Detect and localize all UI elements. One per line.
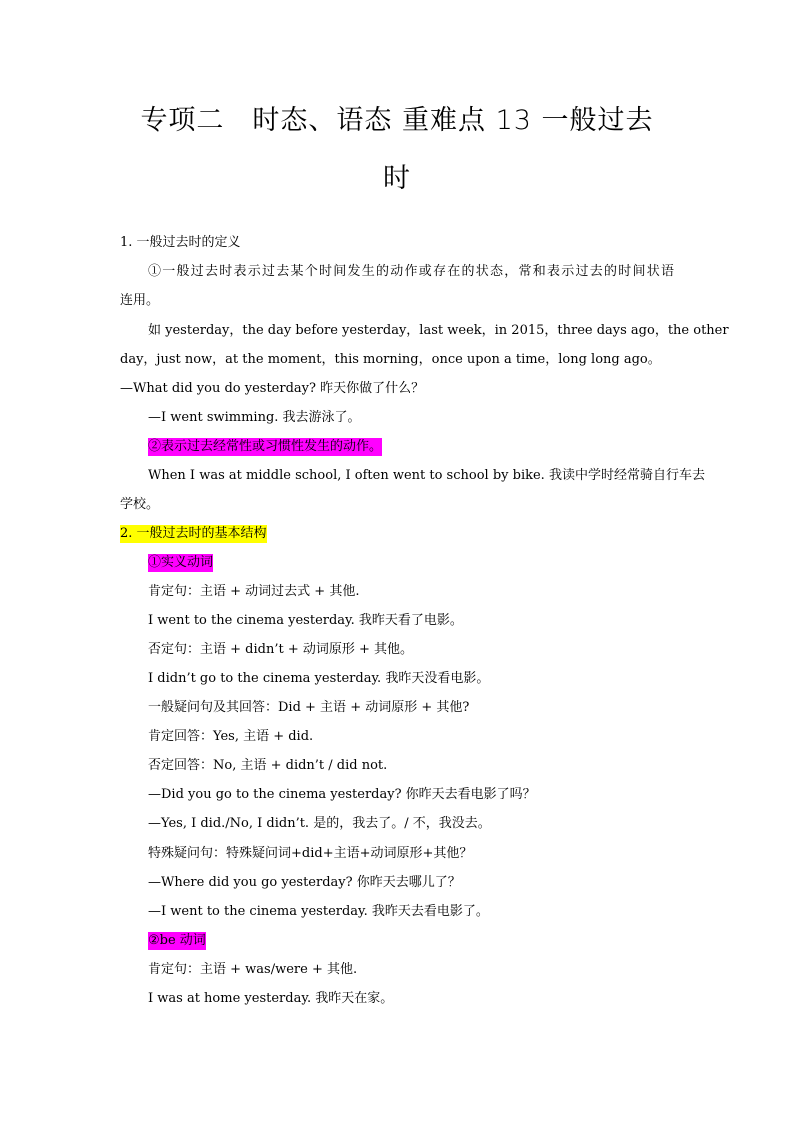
be-affirmative-structure: 肯定句：主语 + was/were + 其他. [148,962,358,977]
dialog-answer: —I went swimming. 我去游泳了。 [148,410,361,425]
be-affirmative-example: I was at home yesterday. 我昨天在家。 [148,991,394,1006]
page-title: 专项二 时态、语态 重难点 13 一般过去 [140,105,654,136]
time-examples-line2: day，just now，at the moment，this morning，once upon a time，long long ago。 [120,352,661,367]
special-answer-example: —I went to the cinema yesterday. 我昨天去看电影了。 [148,904,489,919]
page-title-continuation: 时 [383,163,411,194]
affirmative-structure: 肯定句：主语 + 动词过去式 + 其他. [148,584,360,599]
definition-2-example-line2: 学校。 [120,497,160,512]
subsection-be-verb: ②be 动词 [148,933,206,948]
affirmative-answer: 肯定回答：Yes, 主语 + did. [148,729,314,744]
definition-1-line2: 连用。 [120,293,160,308]
negative-structure: 否定句：主语 + didn’t + 动词原形 + 其他。 [148,642,414,657]
subsection-main-verb-row [148,554,674,572]
answer-example: —Yes, I did./No, I didn’t. 是的，我去了。/ 不，我没去。 [148,816,491,831]
section2-heading: 2. 一般过去时的基本结构 [120,526,267,541]
definition-2-example-line1: When I was at middle school, I often went to school by bike. 我读中学时经常骑自行车去 [148,468,705,483]
question-example: —Did you go to the cinema yesterday? 你昨天去看电影了吗？ [148,787,536,802]
definition-2-highlight: ②表示过去经常性或习惯性发生的动作。 [148,439,383,454]
special-question-structure: 特殊疑问句：特殊疑问词+did+主语+动词原形+其他？ [148,846,473,861]
negative-example: I didn’t go to the cinema yesterday. 我昨天没看电影。 [148,671,490,686]
dialog-question: —What did you do yesterday? 昨天你做了什么？ [120,381,425,396]
section1-heading: 1. 一般过去时的定义 [120,235,241,250]
definition-1-line1: ①一般过去时表示过去某个时间发生的动作或存在的状态，常和表示过去的时间状语 [148,264,674,279]
affirmative-example: I went to the cinema yesterday. 我昨天看了电影。 [148,613,463,628]
negative-answer: 否定回答：No, 主语 + didn’t / did not. [148,758,388,773]
section2-heading-row [120,525,674,543]
definition-2 [148,438,674,456]
subsection-be-verb-row [148,932,674,950]
time-examples-line1: 如 yesterday，the day before yesterday，last week，in 2015，three days ago，the other [148,323,729,338]
general-question-structure: 一般疑问句及其回答：Did + 主语 + 动词原形 + 其他? [148,700,470,715]
special-question-example: —Where did you go yesterday? 你昨天去哪儿了？ [148,875,461,890]
subsection-main-verb: ①实义动词 [148,555,214,570]
